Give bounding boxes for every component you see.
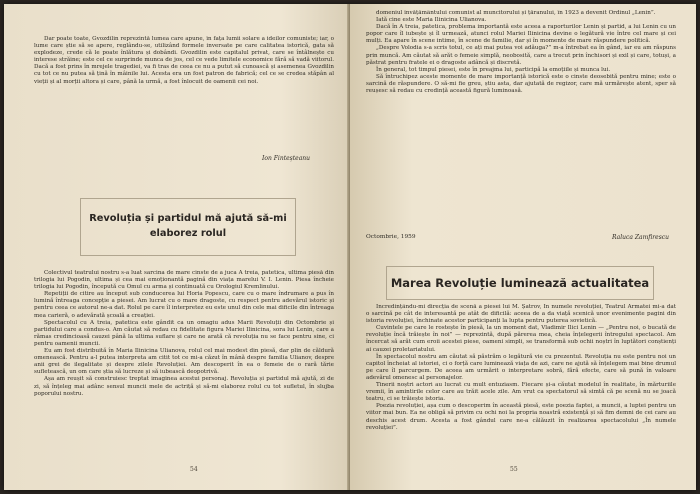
right-article-paragraph: Poezia revoluției, așa cum o descoperim în această piesă, este poezia faptei, a muncii, a luptei pentru un viitor mai bun. Ea ne obligă să privim cu ochi noi la propria noastră existență și să fim demni de cei care au deschis acest drum. Acesta a fost gândul care ne-a călăuzit în realizarea spectacolului „În numele revoluției”. — [366, 403, 676, 431]
left-top-paragraph — [34, 36, 334, 136]
right-top-paragraph: În general, tot timpul piesei, este în preajma lui, participă la emoțiile și munca lui. — [376, 66, 611, 73]
article-date: Octombrie, 1959 — [366, 234, 416, 240]
right-top-text — [366, 10, 676, 236]
left-article-paragraph: Așa am reușit să construiesc treptat imaginea acestui personaj. Revoluția și partidul mă ajută, zi de zi, să înțeleg mai adânc sensul muncii mele de actriță și să-mi elaborez rolul cu tot sufletul, în slujba poporului nostru. — [34, 376, 334, 397]
right-article-heading: Marea Revoluție luminează actualitatea — [390, 276, 650, 290]
right-article-paragraph: Tinerii noștri actori au lucrat cu mult entuziasm. Fiecare și-a căutat modelul în realitate, în mărturiile vremii, în amintirile celor care au trăit acele zile. Am vrut ca spectatorul să simtă că pe scenă nu se joacă teatru, ci se trăiește istoria. — [366, 382, 676, 403]
left-article-paragraph: Spectacolul cu A treia, patetica este gândit ca un omagiu adus Marii Revoluții din Octombrie și partidului care a condus-o. Am căutat să redau cu fidelitate figura Mariei Ilinicina, sora lui Lenin, care a rămas credincioasă cauzei până la ultima suflare și care ne arată că revoluția nu se face pentru sine, ci pentru oamenii muncii. — [34, 319, 334, 347]
right-article-paragraph: În spectacolul nostru am căutat să păstrăm o legătură vie cu prezentul. Revoluția nu este pentru noi un capitol încheiat al istoriei, ci o forță care luminează viața de azi, care ne ajută să înțelegem mai bine drumul pe care îl parcurgem. De aceea am urmărit o interpretare sobră, fără efecte, care să pună în valoare adevărul omenesc al personajelor. — [366, 353, 676, 381]
quote-author: Ion Finteșteanu — [262, 155, 311, 162]
right-article-body — [366, 304, 676, 462]
left-article-body — [34, 270, 334, 460]
right-top-paragraph: Să întruchipez aceste momente de mare importanță istorică este o cinste deosebită pentru mine; este o sarcină de răspundere. O să-mi fie greu, știu asta, dar ajutată de regizor, care mă urmărește atent, sper să reușesc să redau cu credință această figură luminoasă. — [366, 73, 676, 95]
left-top-paragraph-text: Dar poate toate, Gvozdilin reprezintă lumea care apune, în fața lumii solare a ideilor comuniste; iar, o lume care știe să se apere, reglându-se, utilizând formele inversate pe care calitatea istorică, gata să explodeze, crede că le poate înlătura și dobândi. Gvozdilin este capitalul privat, care se întâlnește cu interese străine; este cel ce surprinde munca de jos, cel ce vede limitele economice fără să vadă viitorul. Dacă a fost prins în mrejele tragediei, va fi tras de ceea ce nu a putut să cunoască și asemenea Gvozdilin cu tot ce nu putea să țină în mâinile lui. Acesta era un fost patron de fabrică; cel ce se credea stăpân al vieții și al morții altora și care, până la urmă, a fost înlocuit de oamenii cei noi. — [34, 36, 334, 85]
right-top-paragraph: domeniul învățământului comunist al muncitorului și țăranului, în 1923 a devenit Ordinul „Lenin”. — [376, 10, 656, 16]
left-page-number: 54 — [190, 466, 198, 473]
book-spread — [4, 4, 696, 490]
right-article-paragraph: Încredințându-mi direcția de scenă a piesei lui M. Șatrov, În numele revoluției, Teatrul Armatei mi-a dat o sarcină pe cât de interesantă pe atât de dificilă: aceea de a da viață scenică unor evenimente pagini din istoria revoluției, închinate acestor participanți la lupta pentru puterea sovietică. — [366, 304, 676, 325]
left-article-paragraph: Colectivul teatrului nostru s-a luat sarcina de mare cinste de a juca A treia, patetica, ultima piesă din trilogia lui Pogodin, ultima și cea mai emoționantă pagină din viața marelui V. I. Lenin. Piesa încheie trilogia lui Pogodin, începută cu Omul cu arma și continuată cu Orologiul Kremlinului. — [34, 270, 334, 291]
right-top-paragraph: Iată cine este Maria Ilinicina Ulianova. — [376, 17, 487, 24]
right-heading-box — [386, 266, 654, 300]
right-article-paragraph: Cuvintele pe care le rostește în piesă, la un moment dat, Vladimir Ilici Lenin — „Pentru noi, o bucată de revoluție încă trăiește în noi” — reprezintă, după părerea mea, cheia înțelegerii întregului spectacol. Am încercat să arăt cum eroii acestei piese, oameni simpli, se transformă sub ochii noștri în luptători conștienți ai cauzei proletariatului. — [366, 325, 676, 353]
left-page — [4, 4, 350, 490]
article-signature: Raluca Zamfirescu — [612, 234, 670, 241]
right-page — [350, 4, 696, 490]
right-top-paragraph: Dacă în A treia, patetica, problema importantă este aceea a raporturilor Lenin și partid, a lui Lenin cu un popor care îl iubește și îl urmează, atunci rolul Mariei Ilinicina devine o legătură vie între cel mare și cei mulți. Ea apare în scene intime, în scene de familie, dar și în momente de mare răspundere politică. — [366, 24, 676, 45]
right-page-number: 55 — [510, 466, 518, 473]
left-article-paragraph: Eu am fost distribuită în Maria Ilinicina Ulianova, rolul cel mai modest din piesă, dar plin de căldură omenească. Pentru a-l putea interpreta am citit tot ce mi-a căzut în mână despre familia Ulianov, despre anii grei de ilegalitate și despre zilele Revoluției. Am descoperit în ea o femeie de o rară tărie sufletească, un om care știa să lucreze și să iubească deopotrivă. — [34, 348, 334, 376]
right-top-paragraph: „Despre Volodia s-a scris totul, ce ați mai putea voi adăuga?” m-a întrebat ea în gând, iar eu am răspuns prin muncă. Am căutat să arăt o femeie simplă, neobosită, care a trecut prin închisori și exil și care, totuși, a păstrat pentru fratele ei o dragoste adâncă și discretă. — [366, 45, 676, 66]
left-article-paragraph: Repetiții de citire au început sub conducerea lui Horia Popescu, care cu o mare îndrumare a pus în lumină întreaga concepție a piesei. Am lucrat cu o mare dragoste, cu respect pentru adevărul istoric și pentru ceea ce autorul ne-a dat. Rolul pe care îl interpretez eu este unul din cele mai dificile din întreaga mea carieră, o adevărată școală a creației. — [34, 291, 334, 319]
left-heading-box — [80, 198, 296, 256]
left-article-heading: Revoluția și partidul mă ajută să-mi elaborez rolul — [89, 213, 287, 239]
